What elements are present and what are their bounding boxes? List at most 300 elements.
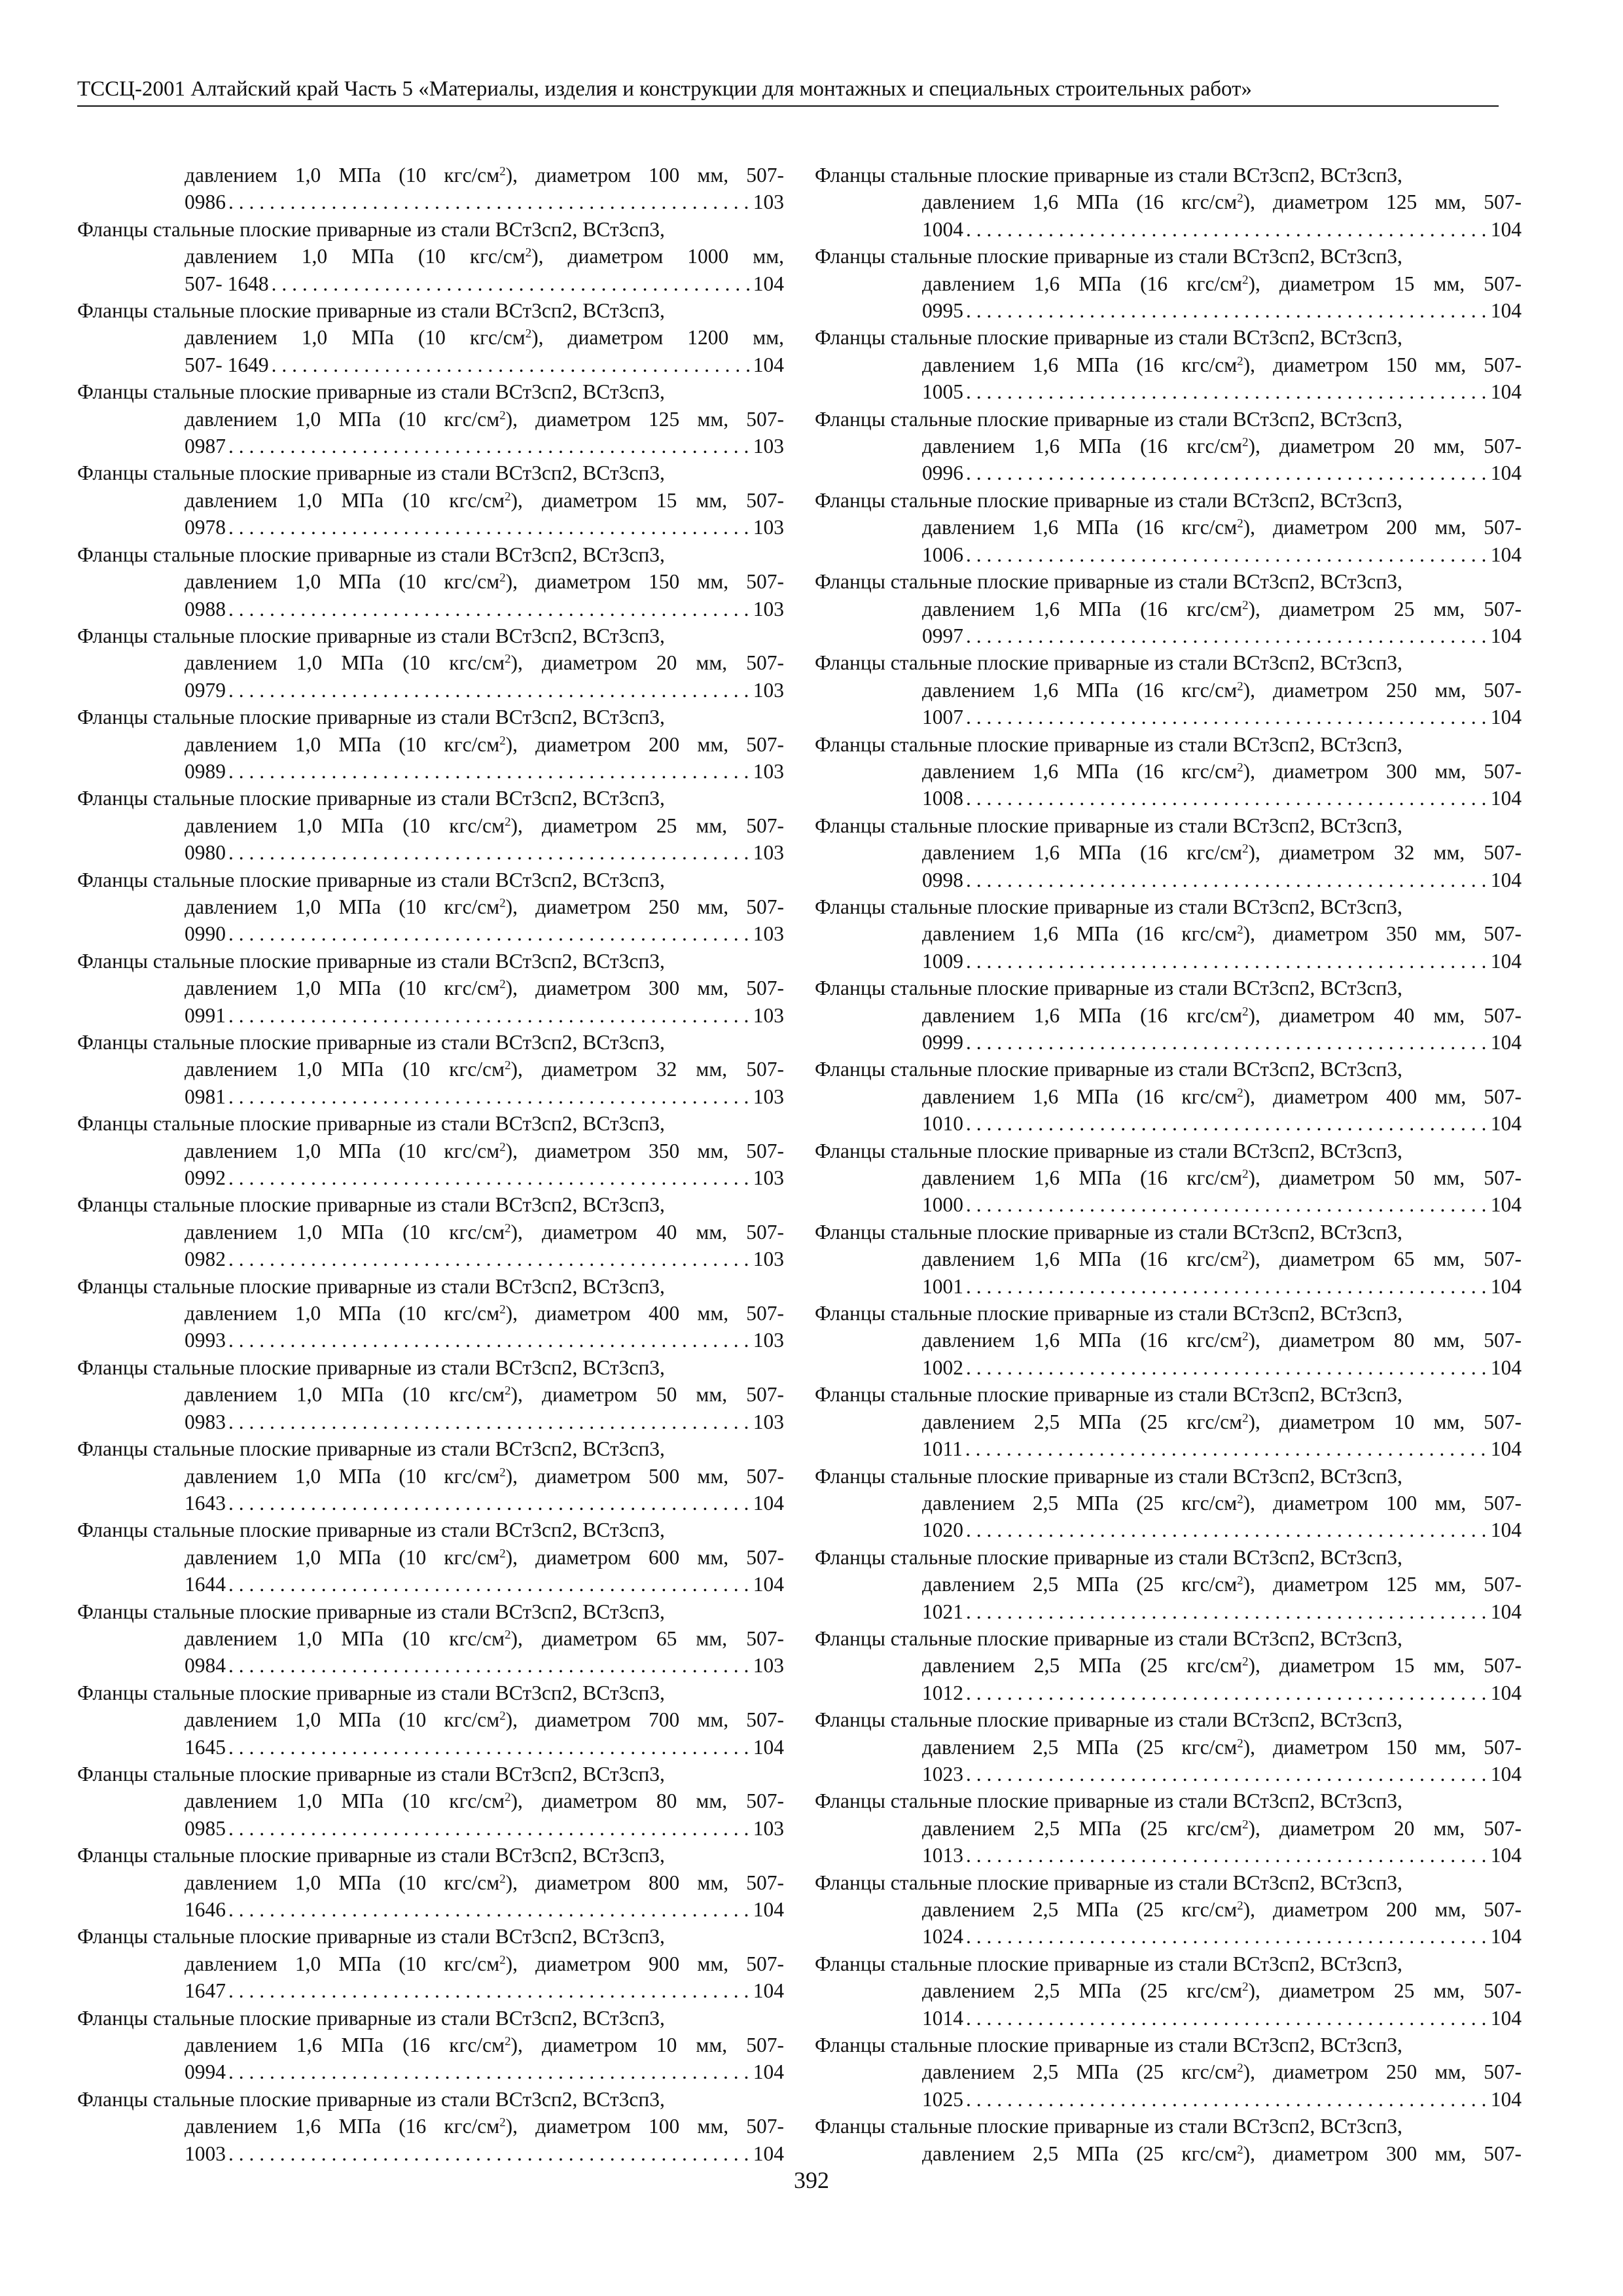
- entry-spec: давлением 1,0 МПа (10 кгс/$см^2$), диаметром 150 мм, 507-: [185, 570, 784, 594]
- entry-code: 1023: [922, 1762, 963, 1785]
- index-entry: [77, 867, 784, 948]
- index-entry: [815, 1706, 1522, 1787]
- entry-spec: давлением 1,0 МПа (10 кгс/$см^2$), диаметром 800 мм, 507-: [185, 1871, 784, 1894]
- entry-ref: [815, 704, 1522, 730]
- entry-page: 103: [753, 190, 784, 214]
- entry-title: Фланцы стальные плоские приварные из стали ВСт3сп2, ВСт3сп3,: [815, 407, 1402, 431]
- entry-title: Фланцы стальные плоские приварные из стали ВСт3сп2, ВСт3сп3,: [815, 1708, 1402, 1732]
- entry-title: Фланцы стальные плоские приварные из стали ВСт3сп2, ВСт3сп3,: [77, 868, 665, 891]
- entry-page: 104: [753, 2060, 784, 2084]
- index-entry: [77, 1923, 784, 2004]
- entry-ref: [815, 378, 1522, 405]
- entry-spec: давлением 1,0 МПа (10 кгс/$см^2$), диаметром 40 мм, 507-: [185, 1220, 784, 1244]
- entry-page: 104: [753, 2142, 784, 2165]
- entry-title: Фланцы стальные плоские приварные из стали ВСт3сп2, ВСт3сп3,: [77, 787, 665, 810]
- superscript: 2: [1237, 2062, 1243, 2076]
- entry-code: 1021: [922, 1600, 963, 1623]
- index-entry: [815, 406, 1522, 487]
- index-column-left: [77, 162, 784, 2167]
- entry-title: Фланцы стальные плоские приварные из стали ВСт3сп2, ВСт3сп3,: [77, 1193, 665, 1217]
- superscript: 2: [1242, 1411, 1249, 1426]
- entry-code: 0978: [185, 516, 226, 539]
- entry-spec: давлением 1,0 МПа (10 кгс/$см^2$), диаметром 900 мм, 507-: [185, 1952, 784, 1975]
- superscript: 2: [1237, 679, 1243, 694]
- dot-leader: [228, 1408, 751, 1435]
- index-entry: [815, 1950, 1522, 2032]
- entry-spec: давлением 1,0 МПа (10 кгс/$см^2$), диаметром 100 мм, 507-: [185, 164, 784, 187]
- entry-title: Фланцы стальные плоские приварные из стали ВСт3сп2, ВСт3сп3,: [815, 1545, 1402, 1569]
- index-entry: [77, 162, 784, 216]
- entry-title: Фланцы стальные плоские приварные из стали ВСт3сп2, ВСт3сп3,: [77, 1031, 665, 1054]
- superscript: 2: [499, 1709, 506, 1723]
- entry-page: 104: [1490, 1112, 1522, 1136]
- dot-leader: [966, 2005, 1488, 2032]
- index-entry: [77, 459, 784, 541]
- entry-title: Фланцы стальные плоские приварные из стали ВСт3сп2, ВСт3сп3,: [815, 1139, 1402, 1162]
- entry-ref: [815, 1110, 1522, 1137]
- entry-page: 104: [753, 1491, 784, 1515]
- entry-code: 0979: [185, 678, 226, 702]
- entry-title: Фланцы стальные плоские приварные из стали ВСт3сп2, ВСт3сп3,: [815, 1952, 1402, 1975]
- entry-page: 103: [753, 1085, 784, 1108]
- entry-ref: [77, 920, 784, 947]
- entry-code: 0984: [185, 1654, 226, 1677]
- entry-page: 104: [753, 353, 784, 376]
- entry-title: Фланцы стальные плоские приварные из стали ВСт3сп2, ВСт3сп3,: [77, 1925, 665, 1948]
- dot-leader: [966, 1191, 1488, 1218]
- entry-spec: давлением 1,0 МПа (10 кгс/$см^2$), диаметром 1200 мм,: [185, 326, 784, 350]
- entry-ref: [77, 1896, 784, 1923]
- entry-title: Фланцы стальные плоские приварные из стали ВСт3сп2, ВСт3сп3,: [77, 1681, 665, 1704]
- entry-ref: [815, 622, 1522, 649]
- superscript: 2: [505, 2034, 511, 2049]
- entry-title: Фланцы стальные плоские приварные из стали ВСт3сп2, ВСт3сп3,: [815, 814, 1402, 837]
- entry-page: 104: [1490, 1844, 1522, 1867]
- entry-code: 1008: [922, 787, 963, 810]
- index-entry: [815, 975, 1522, 1056]
- entry-ref: [815, 2086, 1522, 2113]
- entry-code: 1011: [922, 1437, 963, 1461]
- entry-code: 0992: [185, 1166, 226, 1190]
- entry-ref: [77, 1408, 784, 1435]
- entry-title: Фланцы стальные плоские приварные из стали ВСт3сп2, ВСт3сп3,: [77, 1518, 665, 1542]
- entry-spec: давлением 1,0 МПа (10 кгс/$см^2$), диаметром 15 мм, 507-: [185, 488, 784, 512]
- entry-spec: давлением 1,6 МПа (16 кгс/$см^2$), диаметром 80 мм, 507-: [922, 1329, 1522, 1352]
- entry-title: Фланцы стальные плоские приварные из стали ВСт3сп2, ВСт3сп3,: [77, 1112, 665, 1136]
- entry-page: 103: [753, 1816, 784, 1840]
- entry-spec: давлением 2,5 МПа (25 кгс/$см^2$), диаметром 25 мм, 507-: [922, 1979, 1522, 2003]
- dot-leader: [966, 1110, 1488, 1137]
- superscript: 2: [1242, 1655, 1249, 1669]
- dot-leader: [966, 541, 1488, 568]
- index-entry: [815, 1381, 1522, 1462]
- entry-page: 104: [1490, 543, 1522, 566]
- entry-page: 104: [1490, 624, 1522, 647]
- superscript: 2: [505, 1384, 511, 1398]
- superscript: 2: [1237, 1899, 1243, 1913]
- dot-leader: [966, 1842, 1488, 1869]
- dot-leader: [966, 704, 1488, 730]
- superscript: 2: [1242, 1167, 1249, 1181]
- index-entry: [815, 1869, 1522, 1950]
- entry-ref: [815, 1679, 1522, 1706]
- superscript: 2: [1242, 598, 1249, 613]
- dot-leader: [228, 1490, 751, 1516]
- entry-code: 0990: [185, 922, 226, 946]
- superscript: 2: [505, 490, 511, 504]
- superscript: 2: [1237, 1086, 1243, 1100]
- entry-code: 0980: [185, 841, 226, 865]
- entry-spec: давлением 1,0 МПа (10 кгс/$см^2$), диаметром 25 мм, 507-: [185, 814, 784, 837]
- index-entry: [815, 1787, 1522, 1869]
- dot-leader: [228, 2058, 751, 2085]
- entry-page: 103: [753, 922, 784, 946]
- dot-leader: [228, 677, 751, 704]
- superscript: 2: [499, 571, 506, 585]
- dot-leader: [966, 459, 1488, 486]
- dot-leader: [228, 920, 751, 947]
- dot-leader: [228, 514, 751, 541]
- entry-spec: давлением 1,6 МПа (16 кгс/$см^2$), диаметром 250 мм, 507-: [922, 678, 1522, 702]
- entry-spec: давлением 1,6 МПа (16 кгс/$см^2$), диаметром 50 мм, 507-: [922, 1166, 1522, 1190]
- entry-code: 1024: [922, 1925, 963, 1948]
- entry-spec: давлением 2,5 МПа (25 кгс/$см^2$), диаметром 100 мм, 507-: [922, 1491, 1522, 1515]
- entry-ref: [77, 514, 784, 541]
- entry-title: Фланцы стальные плоские приварные из стали ВСт3сп2, ВСт3сп3,: [77, 1355, 665, 1379]
- entry-page: 104: [1490, 706, 1522, 729]
- index-entry: [77, 378, 784, 459]
- entry-ref: [815, 459, 1522, 486]
- superscript: 2: [525, 327, 532, 342]
- dot-leader: [966, 867, 1488, 893]
- entry-ref: [77, 1490, 784, 1516]
- entry-page: 104: [1490, 1031, 1522, 1054]
- dot-leader: [272, 351, 751, 378]
- entry-code: 1020: [922, 1518, 963, 1542]
- entry-code: 1025: [922, 2087, 963, 2111]
- superscript: 2: [1237, 923, 1243, 937]
- dot-leader: [228, 1164, 751, 1191]
- entry-title: Фланцы стальные плоские приварные из стали ВСт3сп2, ВСт3сп3,: [815, 1464, 1402, 1488]
- entry-code: 1010: [922, 1112, 963, 1136]
- index-entry: [77, 1273, 784, 1354]
- entry-page: 104: [1490, 380, 1522, 404]
- entry-code: 0998: [922, 868, 963, 891]
- superscript: 2: [499, 1465, 506, 1480]
- entry-code: 0982: [185, 1247, 226, 1271]
- entry-ref: [77, 1002, 784, 1029]
- entry-page: 103: [753, 1329, 784, 1352]
- entry-spec: давлением 1,0 МПа (10 кгс/$см^2$), диаметром 50 мм, 507-: [185, 1383, 784, 1407]
- superscript: 2: [1242, 1248, 1249, 1263]
- entry-code: 0983: [185, 1410, 226, 1433]
- index-entry: [77, 1435, 784, 1516]
- superscript: 2: [1237, 1492, 1243, 1507]
- superscript: 2: [499, 408, 506, 423]
- entry-page: 103: [753, 516, 784, 539]
- page-number: 392: [794, 2167, 829, 2193]
- superscript: 2: [505, 1790, 511, 1804]
- entry-spec: давлением 1,6 МПа (16 кгс/$см^2$), диаметром 40 мм, 507-: [922, 1003, 1522, 1027]
- dot-leader: [228, 596, 751, 622]
- entry-title: Фланцы стальные плоские приварные из стали ВСт3сп2, ВСт3сп3,: [77, 1762, 665, 1785]
- superscript: 2: [505, 652, 511, 666]
- entry-code: 0996: [922, 461, 963, 485]
- superscript: 2: [1242, 1818, 1249, 1832]
- entry-title: Фланцы стальные плоские приварные из стали ВСт3сп2, ВСт3сп3,: [815, 1302, 1402, 1325]
- entry-ref: [77, 1652, 784, 1679]
- dot-leader: [228, 839, 751, 866]
- entry-title: Фланцы стальные плоские приварные из стали ВСт3сп2, ВСт3сп3,: [815, 1220, 1402, 1244]
- dot-leader: [966, 1598, 1488, 1625]
- index-entry: [77, 1029, 784, 1110]
- index-entry: [815, 893, 1522, 975]
- index-entry: [815, 2113, 1522, 2167]
- dot-leader: [965, 1435, 1488, 1462]
- entry-title: Фланцы стальные плоские приварные из стали ВСт3сп2, ВСт3сп3,: [815, 570, 1402, 594]
- entry-ref: [815, 948, 1522, 975]
- entry-title: Фланцы стальные плоские приварные из стали ВСт3сп2, ВСт3сп3,: [77, 624, 665, 647]
- index-entry: [77, 948, 784, 1029]
- entry-ref: [77, 188, 784, 215]
- superscript: 2: [499, 1547, 506, 1561]
- entry-title: Фланцы стальные плоские приварные из стали ВСт3сп2, ВСт3сп3,: [815, 1626, 1402, 1650]
- superscript: 2: [505, 815, 511, 829]
- index-entry: [815, 731, 1522, 812]
- entry-code: 507- 1649: [185, 353, 269, 376]
- dot-leader: [966, 216, 1488, 243]
- index-entry: [77, 785, 784, 866]
- entry-spec: давлением 1,6 МПа (16 кгс/$см^2$), диаметром 10 мм, 507-: [185, 2034, 784, 2057]
- entry-code: 507- 1648: [185, 272, 269, 295]
- entry-spec: давлением 1,6 МПа (16 кгс/$см^2$), диаметром 32 мм, 507-: [922, 841, 1522, 865]
- entry-ref: [77, 596, 784, 622]
- entry-ref: [815, 1761, 1522, 1787]
- header-divider: [77, 105, 1499, 107]
- entry-page: 104: [1490, 1518, 1522, 1542]
- entry-title: Фланцы стальные плоские приварные из стали ВСт3сп2, ВСт3сп3,: [815, 1789, 1402, 1813]
- entry-code: 1003: [185, 2142, 226, 2165]
- entry-page: 103: [753, 1410, 784, 1433]
- entry-title: Фланцы стальные плоские приварные из стали ВСт3сп2, ВСт3сп3,: [815, 895, 1402, 918]
- entry-spec: давлением 1,6 МПа (16 кгс/$см^2$), диаметром 125 мм, 507-: [922, 190, 1522, 214]
- index-entry: [815, 812, 1522, 893]
- entry-ref: [77, 1815, 784, 1842]
- entry-title: Фланцы стальные плоские приварные из стали ВСт3сп2, ВСт3сп3,: [77, 1274, 665, 1298]
- superscript: 2: [499, 1953, 506, 1967]
- superscript: 2: [1237, 2143, 1243, 2157]
- dot-leader: [228, 758, 751, 785]
- entry-ref: [77, 433, 784, 459]
- entry-code: 0986: [185, 190, 226, 214]
- entry-title: Фланцы стальные плоские приварные из стали ВСт3сп2, ВСт3сп3,: [77, 461, 665, 485]
- superscript: 2: [499, 1302, 506, 1317]
- dot-leader: [228, 1815, 751, 1842]
- superscript: 2: [1242, 435, 1249, 450]
- entry-title: Фланцы стальные плоские приварные из стали ВСт3сп2, ВСт3сп3,: [815, 1058, 1402, 1081]
- entry-spec: давлением 1,0 МПа (10 кгс/$см^2$), диаметром 20 мм, 507-: [185, 651, 784, 675]
- entry-page: 103: [753, 1654, 784, 1677]
- entry-ref: [815, 541, 1522, 568]
- entry-title: Фланцы стальные плоские приварные из стали ВСт3сп2, ВСт3сп3,: [815, 326, 1402, 350]
- superscript: 2: [499, 977, 506, 992]
- entry-page: 104: [1490, 461, 1522, 485]
- index-entry: [815, 324, 1522, 405]
- entry-code: 0987: [185, 435, 226, 458]
- entry-spec: давлением 1,6 МПа (16 кгс/$см^2$), диаметром 100 мм, 507-: [185, 2115, 784, 2138]
- entry-ref: [815, 1029, 1522, 1056]
- superscript: 2: [505, 1628, 511, 1642]
- dot-leader: [228, 433, 751, 459]
- index-entry: [77, 1598, 784, 1679]
- dot-leader: [966, 1029, 1488, 1056]
- entry-title: Фланцы стальные плоские приварные из стали ВСт3сп2, ВСт3сп3,: [815, 732, 1402, 756]
- superscript: 2: [499, 2115, 506, 2130]
- dot-leader: [966, 1679, 1488, 1706]
- entry-code: 1014: [922, 2006, 963, 2030]
- entry-spec: давлением 1,6 МПа (16 кгс/$см^2$), диаметром 350 мм, 507-: [922, 922, 1522, 946]
- dot-leader: [966, 1761, 1488, 1787]
- dot-leader: [966, 1923, 1488, 1950]
- dot-leader: [966, 1273, 1488, 1300]
- dot-leader: [228, 1246, 751, 1272]
- entry-spec: давлением 1,0 МПа (10 кгс/$см^2$), диаметром 350 мм, 507-: [185, 1139, 784, 1162]
- entry-title: Фланцы стальные плоские приварные из стали ВСт3сп2, ВСт3сп3,: [77, 2087, 665, 2111]
- entry-page: 104: [1490, 1681, 1522, 1704]
- entry-code: 0994: [185, 2060, 226, 2084]
- index-entry: [815, 568, 1522, 649]
- superscript: 2: [499, 1872, 506, 1886]
- entry-title: Фланцы стальные плоские приварные из стали ВСт3сп2, ВСт3сп3,: [77, 543, 665, 566]
- entry-title: Фланцы стальные плоские приварные из стали ВСт3сп2, ВСт3сп3,: [77, 2006, 665, 2030]
- entry-title: Фланцы стальные плоские приварные из стали ВСт3сп2, ВСт3сп3,: [815, 1871, 1402, 1894]
- entry-code: 1002: [922, 1355, 963, 1379]
- index-entry: [77, 704, 784, 785]
- index-entry: [77, 2005, 784, 2086]
- dot-leader: [966, 1354, 1488, 1381]
- entry-title: Фланцы стальные плоские приварные из стали ВСт3сп2, ВСт3сп3,: [815, 651, 1402, 675]
- entry-code: 1645: [185, 1735, 226, 1759]
- entry-code: 0985: [185, 1816, 226, 1840]
- dot-leader: [228, 1734, 751, 1761]
- superscript: 2: [499, 896, 506, 910]
- entry-code: 0981: [185, 1085, 226, 1108]
- entry-title: Фланцы стальные плоские приварные из стали ВСт3сп2, ВСт3сп3,: [77, 706, 665, 729]
- entry-code: 1001: [922, 1274, 963, 1298]
- superscript: 2: [1242, 1980, 1249, 1994]
- dot-leader: [228, 1896, 751, 1923]
- entry-code: 1006: [922, 543, 963, 566]
- entry-spec: давлением 1,6 МПа (16 кгс/$см^2$), диаметром 300 мм, 507-: [922, 759, 1522, 783]
- index-entry: [77, 1761, 784, 1842]
- entry-code: 0989: [185, 759, 226, 783]
- entry-title: Фланцы стальные плоские приварные из стали ВСт3сп2, ВСт3сп3,: [815, 245, 1402, 268]
- superscript: 2: [1237, 761, 1243, 775]
- entry-spec: давлением 1,6 МПа (16 кгс/$см^2$), диаметром 200 мм, 507-: [922, 516, 1522, 539]
- index-entry: [77, 541, 784, 622]
- index-entry: [77, 1191, 784, 1272]
- index-entry: [77, 1110, 784, 1191]
- entry-page: 103: [753, 435, 784, 458]
- entry-page: 104: [753, 272, 784, 295]
- dot-leader: [966, 785, 1488, 812]
- entry-page: 104: [753, 1979, 784, 2003]
- entry-ref: [77, 1164, 784, 1191]
- entry-title: Фланцы стальные плоские приварные из стали ВСт3сп2, ВСт3сп3,: [815, 488, 1402, 512]
- entry-page: 103: [753, 1166, 784, 1190]
- entry-spec: давлением 1,0 МПа (10 кгс/$см^2$), диаметром 32 мм, 507-: [185, 1058, 784, 1081]
- entry-spec: давлением 1,0 МПа (10 кгс/$см^2$), диаметром 600 мм, 507-: [185, 1545, 784, 1569]
- entry-spec: давлением 2,5 МПа (25 кгс/$см^2$), диаметром 300 мм, 507-: [922, 2142, 1522, 2165]
- entry-ref: [77, 1734, 784, 1761]
- entry-code: 1644: [185, 1573, 226, 1596]
- entry-spec: давлением 1,0 МПа (10 кгс/$см^2$), диаметром 300 мм, 507-: [185, 977, 784, 1000]
- dot-leader: [966, 1516, 1488, 1543]
- dot-leader: [966, 297, 1488, 324]
- entry-page: 104: [1490, 1193, 1522, 1217]
- entry-spec: давлением 2,5 МПа (25 кгс/$см^2$), диаметром 15 мм, 507-: [922, 1654, 1522, 1677]
- superscript: 2: [499, 164, 506, 179]
- entry-page: 103: [753, 1003, 784, 1027]
- entry-page: 104: [1490, 1274, 1522, 1298]
- dot-leader: [966, 2086, 1488, 2113]
- index-entry: [815, 1625, 1522, 1706]
- index-entry: [815, 649, 1522, 730]
- entry-ref: [77, 351, 784, 378]
- entry-ref: [815, 1435, 1522, 1462]
- entry-ref: [815, 1354, 1522, 1381]
- dot-leader: [228, 1002, 751, 1029]
- superscript: 2: [1237, 1736, 1243, 1751]
- index-entry: [77, 1679, 784, 1761]
- dot-leader: [966, 622, 1488, 649]
- dot-leader: [228, 2140, 751, 2167]
- entry-code: 1643: [185, 1491, 226, 1515]
- entry-ref: [77, 839, 784, 866]
- entry-page: 104: [1490, 2006, 1522, 2030]
- entry-page: 103: [753, 597, 784, 620]
- entry-page: 104: [1490, 299, 1522, 323]
- entry-ref: [815, 1273, 1522, 1300]
- entry-spec: давлением 1,0 МПа (10 кгс/$см^2$), диаметром 80 мм, 507-: [185, 1789, 784, 1813]
- index-entry: [815, 1056, 1522, 1137]
- entry-spec: давлением 1,0 МПа (10 кгс/$см^2$), диаметром 1000 мм,: [185, 245, 784, 268]
- entry-ref: [77, 1571, 784, 1598]
- entry-title: Фланцы стальные плоские приварные из стали ВСт3сп2, ВСт3сп3,: [77, 1437, 665, 1461]
- entry-page: 103: [753, 678, 784, 702]
- entry-spec: давлением 1,6 МПа (16 кгс/$см^2$), диаметром 15 мм, 507-: [922, 272, 1522, 295]
- entry-code: 0997: [922, 624, 963, 647]
- entry-ref: [815, 1598, 1522, 1625]
- entry-title: Фланцы стальные плоские приварные из стали ВСт3сп2, ВСт3сп3,: [815, 2034, 1402, 2057]
- entry-page: 103: [753, 841, 784, 865]
- entry-spec: давлением 2,5 МПа (25 кгс/$см^2$), диаметром 10 мм, 507-: [922, 1410, 1522, 1433]
- superscript: 2: [1237, 516, 1243, 531]
- entry-page: 104: [1490, 868, 1522, 891]
- entry-title: Фланцы стальные плоские приварные из стали ВСт3сп2, ВСт3сп3,: [77, 380, 665, 404]
- dot-leader: [228, 188, 751, 215]
- entry-ref: [815, 785, 1522, 812]
- entry-ref: [815, 1842, 1522, 1869]
- entry-title: Фланцы стальные плоские приварные из стали ВСт3сп2, ВСт3сп3,: [815, 1383, 1402, 1407]
- entry-ref: [815, 216, 1522, 243]
- entry-code: 1004: [922, 217, 963, 241]
- entry-code: 1000: [922, 1193, 963, 1217]
- index-entry: [77, 622, 784, 704]
- dot-leader: [228, 1977, 751, 2004]
- entry-ref: [77, 1083, 784, 1110]
- entry-page: 104: [753, 1898, 784, 1921]
